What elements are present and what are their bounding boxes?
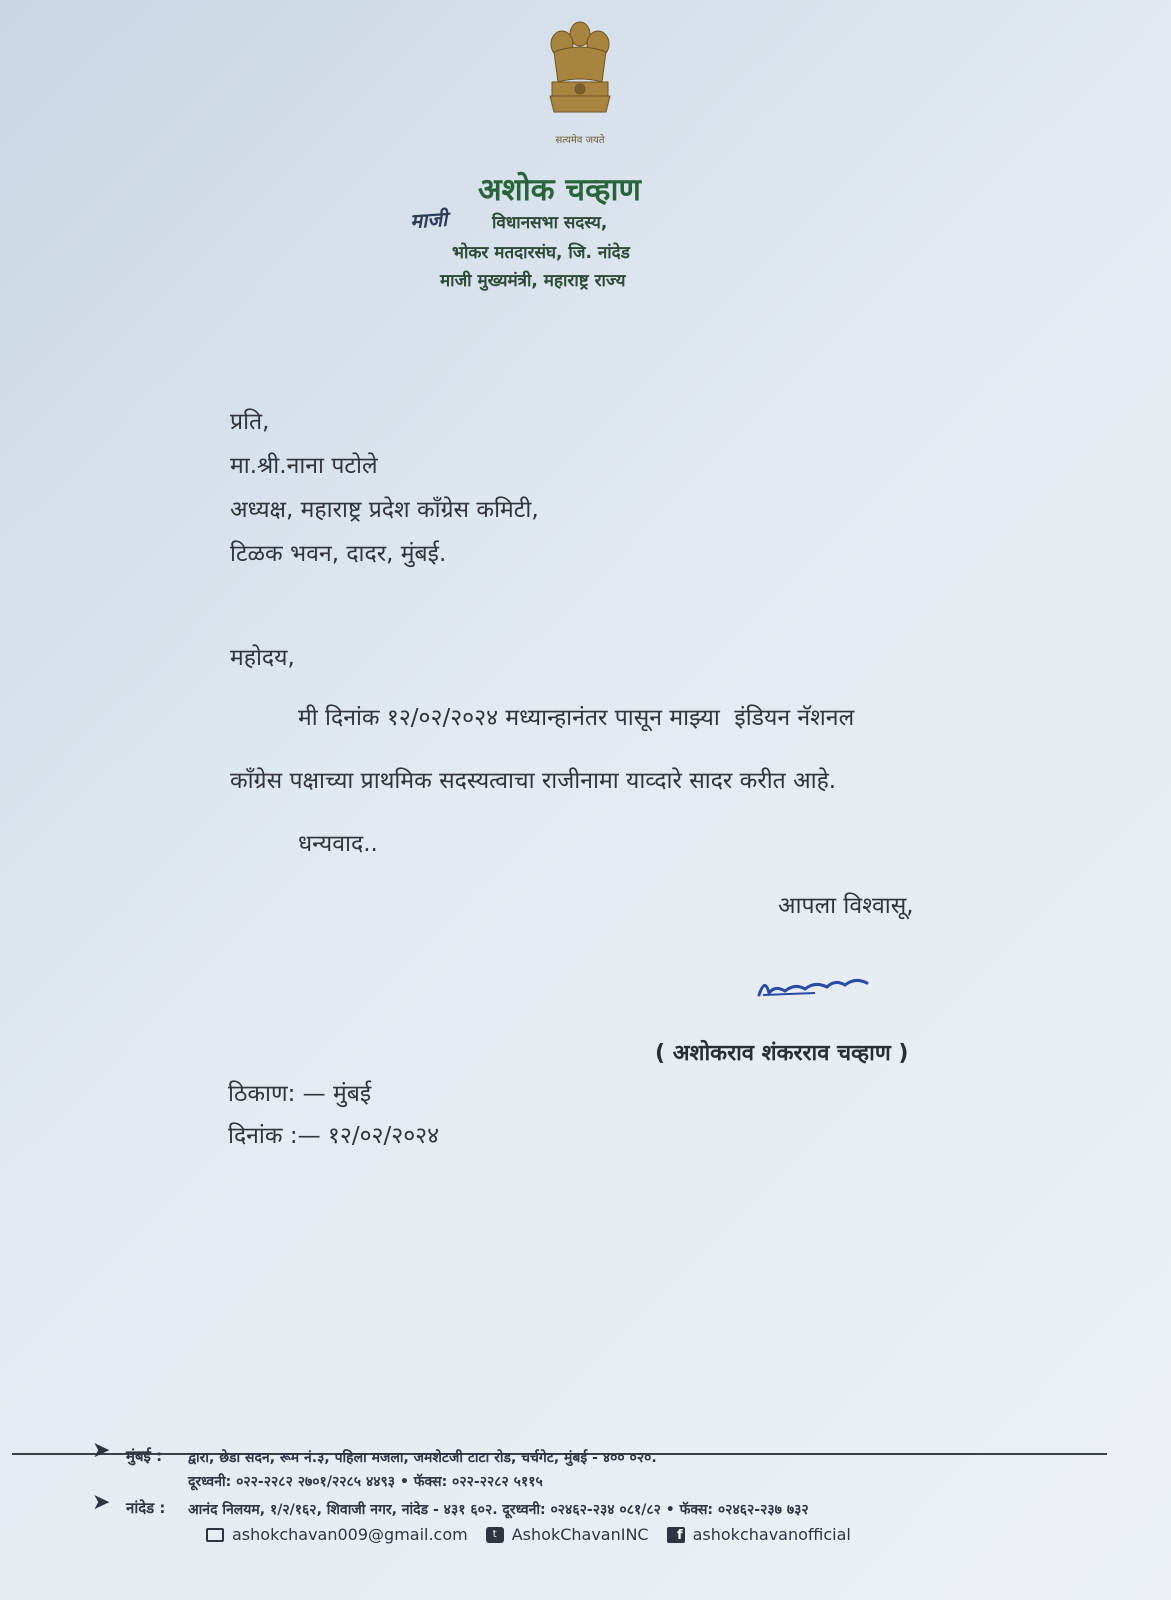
recipient-name: मा.श्री.नाना पटोले: [230, 453, 378, 479]
twitter-handle: AshokChavanINC: [511, 1525, 649, 1544]
letterhead-line-2: भोकर मतदारसंघ, जि. नांदेड: [452, 243, 630, 263]
email: ashokchavan009@gmail.com: [232, 1525, 468, 1544]
facebook-handle: ashokchavanofficial: [692, 1525, 851, 1544]
letterhead-line-3: माजी मुख्यमंत्री, महाराष्ट्र राज्य: [440, 271, 626, 291]
facebook-icon: f: [667, 1527, 685, 1543]
letterhead-name: अशोक चव्हाण: [478, 172, 641, 208]
salutation: महोदय,: [230, 645, 295, 671]
nanded-address: आनंद निलयम, १/२/१६२, शिवाजी नगर, नांदेड - ४३१ ६०२. दूरध्वनी: ०२४६२-२३४ ०८१/८२ • फॅक्स: ०२४६२-२३७ ७३२: [188, 1502, 809, 1518]
mumbai-address: द्वारा, छेडा सदन, रूम नं.३, पहिला मजला, जमशेटजी टाटा रोड, चर्चगेट, मुंबई - ४०० ०२०.: [188, 1450, 657, 1466]
contact-row: [206, 1525, 851, 1544]
place: ठिकाण: — मुंबई: [228, 1081, 372, 1107]
recipient-address: टिळक भवन, दादर, मुंबई.: [230, 541, 447, 567]
arrow-right-icon: ➤: [92, 1438, 111, 1463]
emblem-motto: सत्यमेव जयते: [555, 135, 605, 146]
letterhead-line-1: विधानसभा सदस्य,: [492, 213, 608, 233]
signature: [755, 965, 885, 1010]
arrow-right-icon: ➤: [92, 1490, 111, 1515]
twitter-icon: t: [486, 1527, 504, 1543]
signatory-name: ( अशोकराव शंकरराव चव्हाण ): [655, 1041, 909, 1066]
email-icon: [206, 1528, 224, 1542]
paragraph-line-2: कॉंग्रेस पक्षाच्या प्राथमिक सदस्यत्वाचा राजीनामा याव्दारे सादर करीत आहे.: [230, 768, 837, 794]
recipient-to: प्रति,: [230, 409, 270, 435]
recipient-designation: अध्यक्ष, महाराष्ट्र प्रदेश कॉंग्रेस कमिटी,: [230, 497, 539, 523]
mumbai-label: मुंबई :: [126, 1447, 163, 1465]
national-emblem-icon: [540, 12, 620, 147]
thanks: धन्यवाद..: [298, 831, 378, 857]
closing: आपला विश्वासू,: [778, 893, 914, 919]
handwritten-prefix: माजी: [409, 206, 448, 234]
mumbai-phone: दूरध्वनी: ०२२-२२८२ २७०१/२२८५ ४४९३ • फॅक्स: ०२२-२२८२ ५११५: [188, 1474, 543, 1490]
nanded-label: नांदेड :: [126, 1499, 166, 1517]
paragraph-line-1: मी दिनांक १२/०२/२०२४ मध्यान्हानंतर पासून माझ्या इंडियन नॅशनल: [298, 705, 855, 731]
date: दिनांक :— १२/०२/२०२४: [228, 1123, 440, 1149]
